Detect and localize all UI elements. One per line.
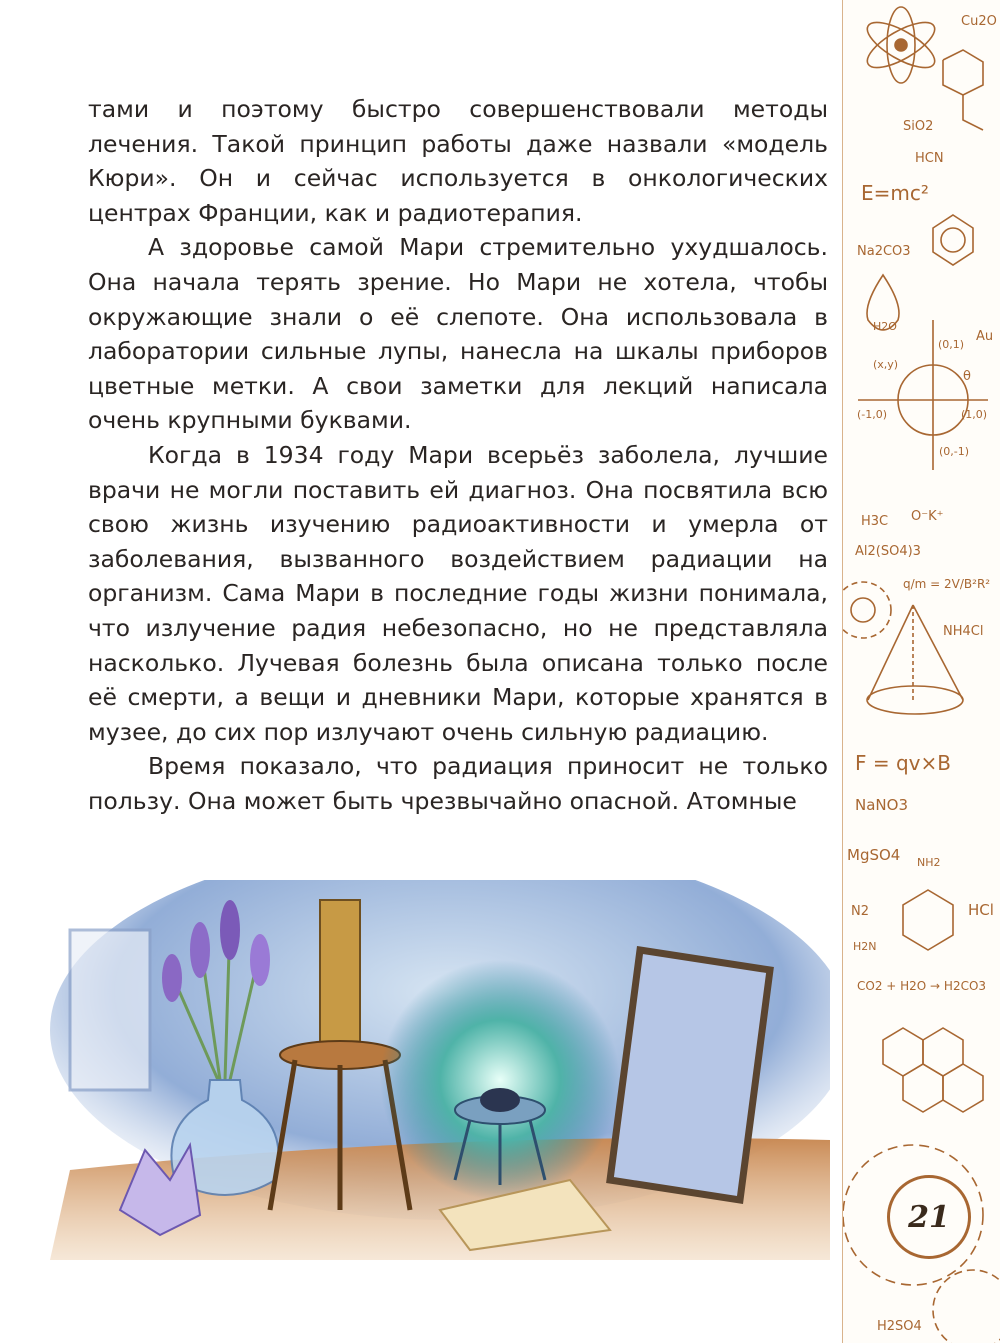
- sidebar-formula-16: Al2(SO4)3: [855, 544, 921, 559]
- bottom-gear-icon: [933, 1270, 1000, 1343]
- sidebar-formula-7: Au: [976, 329, 994, 344]
- sidebar-formula-17: q/m = 2V/B²R²: [903, 577, 991, 591]
- sidebar-formula-2: SiO2: [903, 119, 934, 134]
- science-doodles: [843, 0, 1000, 1343]
- sidebar-formula-20: NaNO3: [855, 796, 908, 814]
- window-frame: [70, 930, 150, 1090]
- sidebar-formula-18: NH4Cl: [943, 624, 984, 639]
- paragraph-4: Время показало, что радиация приносит не только пользу. Она может быть чрезвычайно опасной. Атомные: [88, 752, 828, 815]
- sidebar-formula-6: H2O: [873, 320, 897, 333]
- benzene-ring-icon: [933, 215, 973, 265]
- sidebar-formula-24: H2N: [853, 940, 877, 953]
- sidebar-formula-5: Na2CO3: [857, 244, 911, 259]
- sidebar-formula-26: CO2 + H2O → H2CO3: [857, 979, 987, 993]
- cone-icon: [867, 605, 963, 714]
- hexagon-network-icon: [883, 1028, 983, 1112]
- paragraph-2: А здоровье самой Мари стремительно ухудшалось. Она начала терять зрение. Но Мари не хотела, чтобы окружающие знали о её слепоте. Она использовала в лаборатории сильные лупы, нанесла на шкалы приборов цветные метки. А свои заметки для лекций написала очень крупными буквами.: [88, 233, 828, 435]
- atom-icon: [861, 7, 941, 83]
- radiation-burst: [380, 960, 620, 1200]
- sidebar-formula-12: (1,0): [961, 408, 988, 421]
- laboratory-illustration: [50, 880, 830, 1260]
- sidebar-formula-21: MgSO4: [847, 846, 901, 864]
- sidebar-formula-1: Cu2O: [961, 14, 997, 29]
- sidebar-formula-22: NH2: [917, 856, 941, 869]
- triazine-ring-icon: [903, 890, 953, 950]
- sidebar-formula-25: HCl: [968, 901, 994, 919]
- framed-mirror: [610, 950, 770, 1200]
- sidebar-formula-8: (x,y): [873, 358, 899, 371]
- decorative-sidebar: [842, 0, 1000, 1343]
- sidebar-formula-27: H2SO4: [877, 1319, 922, 1334]
- paragraph-1: тами и поэтому быстро совершенствовали методы лечения. Такой принцип работы даже назвали «модель Кюри». Он и сейчас используется в онкологических центрах Франции, как и радиотерапия.: [88, 95, 828, 227]
- page-number-badge: [887, 1175, 971, 1259]
- sidebar-formula-9: (0,1): [938, 338, 965, 351]
- body-text: [88, 92, 828, 818]
- sidebar-formula-15: O⁻K⁺: [911, 509, 944, 524]
- sidebar-formula-19: F = qv×B: [855, 751, 951, 775]
- sidebar-formula-23: N2: [851, 904, 869, 919]
- sidebar-formula-4: E=mc²: [861, 181, 929, 205]
- sidebar-formula-13: (0,-1): [939, 445, 970, 458]
- molecule-chain-top: [943, 50, 983, 95]
- sidebar-formula-3: HCN: [915, 151, 944, 166]
- paragraph-3: Когда в 1934 году Мари всерьёз заболела, лучшие врачи не могли поставить ей диагноз. Она посвятила всю свою жизнь изучению радиоактивности и умерла от заболевания, вызванного воздействием радиации на организм. Сама Мари в последние годы жизни понимала, что излучение радия небезопасно, но не представляла насколько. Лучевая болезнь была описана только после её смерти, а вещи и дневники Мари, которые хранятся в музее, до сих пор излучают очень сильную радиацию.: [88, 440, 828, 746]
- sidebar-formula-11: (-1,0): [857, 408, 888, 421]
- sidebar-formula-14: H3C: [861, 514, 889, 529]
- page-number: 21: [908, 1199, 950, 1235]
- sidebar-formula-10: θ: [963, 369, 971, 384]
